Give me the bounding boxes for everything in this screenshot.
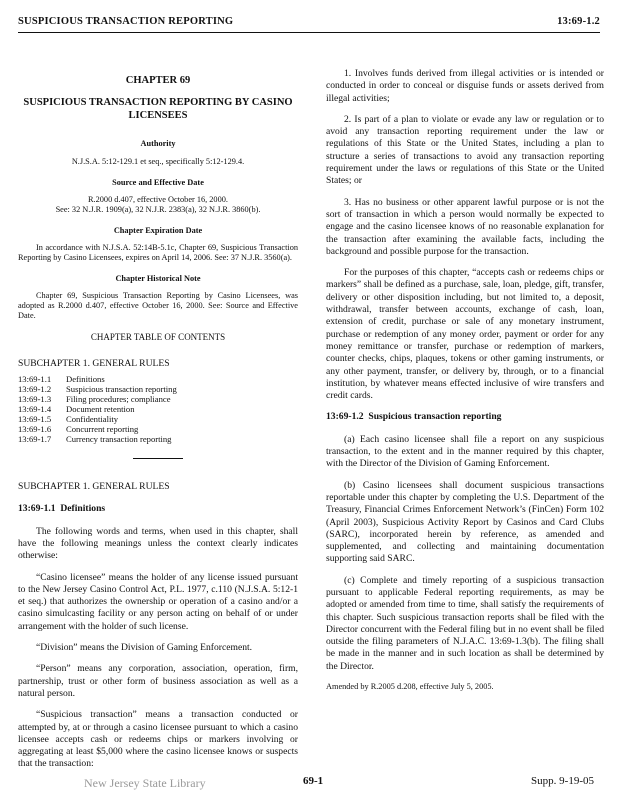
section-divider (133, 458, 183, 459)
section-title: Suspicious transaction reporting (368, 411, 502, 423)
chapter-number: CHAPTER 69 (125, 75, 191, 86)
subchapter-heading: SUBCHAPTER 1. GENERAL RULES (18, 481, 170, 493)
section-title: Definitions (60, 503, 106, 515)
toc-entry: 13:69-1.6 Concurrent reporting (18, 424, 139, 435)
authority-text: N.J.S.A. 5:12-129.1 et seq., specifically 5:12-129.4. (71, 156, 245, 166)
toc-list (18, 374, 298, 444)
toc-entry: 13:69-1.1 Definitions (18, 374, 105, 385)
subsection-c: (c) Complete and timely reporting of a suspicious transaction pursuant to applicable Federal reporting requirements, as may be adopted or amended from time to time, shall satisfy the requirements of this chapter. Such suspicious transaction reports shall be filed with the Director concurrent with the Federal filing but in no event shall be filed outside the filing parameters of N.J.A.C. 13:69-1.3(b). The filing shall be made in the manner and in such location as shall be determined by the Director. (326, 574, 604, 672)
historical-text: Chapter 69, Suspicious Transaction Reporting by Casino Licensees, was adopted as R.2000 d.407, effective October 16, 2000. See: Source and Effective Date. (18, 291, 298, 321)
def-division: “Division” means the Division of Gaming Enforcement. (36, 642, 253, 654)
toc-entry: 13:69-1.2 Suspicious transaction reporting (18, 384, 177, 395)
left-column (18, 60, 298, 780)
toc-entry: 13:69-1.4 Document retention (18, 404, 135, 415)
expiration-heading: Chapter Expiration Date (113, 225, 203, 235)
toc-entry: 13:69-1.3 Filing procedures; compliance (18, 394, 171, 405)
toc-entry: 13:69-1.7 Currency transaction reporting (18, 434, 172, 445)
source-heading: Source and Effective Date (112, 177, 204, 187)
item-3: 3. Has no business or other apparent lawful purpose or is not the sort of transaction in which a person would normally be expected to engage and the casino licensee knows of no reasonable explanation for the transaction after examining the available facts, including the background and possible purpose for the transaction. (326, 196, 604, 257)
def-person: “Person” means any corporation, association, operation, firm, partnership, trust or other form of business association as well as a natural person. (18, 663, 298, 699)
def-casino-licensee: “Casino licensee” means the holder of any license issued pursuant to the New Jersey Casino Control Act, P.L. 1977, c.110 (N.J.S.A. 5:12-1 et seq.) that authorizes the ownership or operation of a casino and/or a casino simulcasting facility or any person acting on behalf of or under arrangement with the holder of such license. (18, 571, 298, 632)
item-2: 2. Is part of a plan to violate or evade any law or regulation or to avoid any transaction reporting requirement under the law or regulations of this State or the United States, including a plan to structure a series of transactions to avoid any transaction reporting requirement under the laws or regulations of this State or the United States; or (326, 113, 604, 187)
section-number: 13:69-1.2 (326, 411, 364, 423)
header-title: SUSPICIOUS TRANSACTION REPORTING (18, 16, 234, 27)
toc-subchapter: SUBCHAPTER 1. GENERAL RULES (18, 357, 170, 369)
definitions-intro: The following words and terms, when used in this chapter, shall have the following meanings unless the context clearly indicates otherwise: (18, 525, 298, 562)
source-see: See: 32 N.J.R. 1909(a), 32 N.J.R. 2383(a), 32 N.J.R. 3860(b). (55, 204, 261, 214)
header-section-number: 13:69-1.2 (557, 16, 600, 27)
toc-entry: 13:69-1.5 Confidentiality (18, 414, 119, 425)
subsection-b: (b) Casino licensees shall document suspicious transactions reportable under this chapter by completing the U.S. Department of the Treasury, Financial Crimes Enforcement Network’s (FinCen) Form 102 (April 2003), Suspicious Activity Report by Casinos and Card Clubs (SARC), incorporated herein by reference, as amended and supplemented, and collecting and maintaining documentation supporting said SARC. (326, 479, 604, 565)
expiration-text: In accordance with N.J.S.A. 52:14B-5.1c, Chapter 69, Suspicious Transaction Reporting by Casino Licensees, expires on April 14, 2006. See: 37 N.J.R. 3560(a). (18, 243, 298, 263)
section-heading-1-2 (326, 411, 604, 423)
item-1: 1. Involves funds derived from illegal activities or is intended or conducted in order to conceal or disguise funds or assets derived from illegal activities; (326, 68, 604, 104)
toc-title: CHAPTER TABLE OF CONTENTS (90, 332, 226, 343)
chapter-title: SUSPICIOUS TRANSACTION REPORTING BY CASINO LICENSEES (23, 97, 293, 122)
amendment-note: Amended by R.2005 d.208, effective July 5, 2005. (326, 682, 494, 692)
section-heading-1-1 (18, 503, 298, 515)
header-rule (18, 32, 600, 33)
page-number: 69-1 (303, 775, 324, 787)
right-column (326, 68, 604, 701)
subsection-a: (a) Each casino licensee shall file a report on any suspicious transaction, to the extent and in the manner required by this chapter, with the Director of the Division of Gaming Enforcement. (326, 433, 604, 470)
def-suspicious-transaction: “Suspicious transaction” means a transaction conducted or attempted by, at or through a casino licensee pursuant to which a casino licensee accepts cash or redeems chips or markers involving or aggregating at least $5,000 where the casino licensee knows or suspects that the transaction: (18, 709, 298, 770)
running-header (18, 16, 600, 27)
library-watermark: New Jersey State Library (84, 776, 206, 790)
section-number: 13:69-1.1 (18, 503, 56, 515)
authority-heading: Authority (140, 139, 176, 149)
def-accepts-cash: For the purposes of this chapter, “accepts cash or redeems chips or markers” shall be defined as a purchase, sale, loan, pledge, gift, transfer, delivery or other disposition including, but not limited to, a deposit, withdrawal, transfer between accounts, exchange of cash, loan, extension of credit, purchase or sale of any monetary instrument, purchase or redemption of any money order, payment or order for any money remittance or transfer, purchase or redemption of markers, counter checks, chips, plaques, tokens or other gaming instruments, or any other payment, transfer, or delivery by, through, or to a financial institution, by whatever means effected inclusive of wire transfers and credit cards. (326, 267, 604, 402)
source-text: R.2000 d.407, effective October 16, 2000. (88, 194, 228, 204)
historical-heading: Chapter Historical Note (115, 274, 201, 284)
supplement-date: Supp. 9-19-05 (531, 775, 594, 787)
